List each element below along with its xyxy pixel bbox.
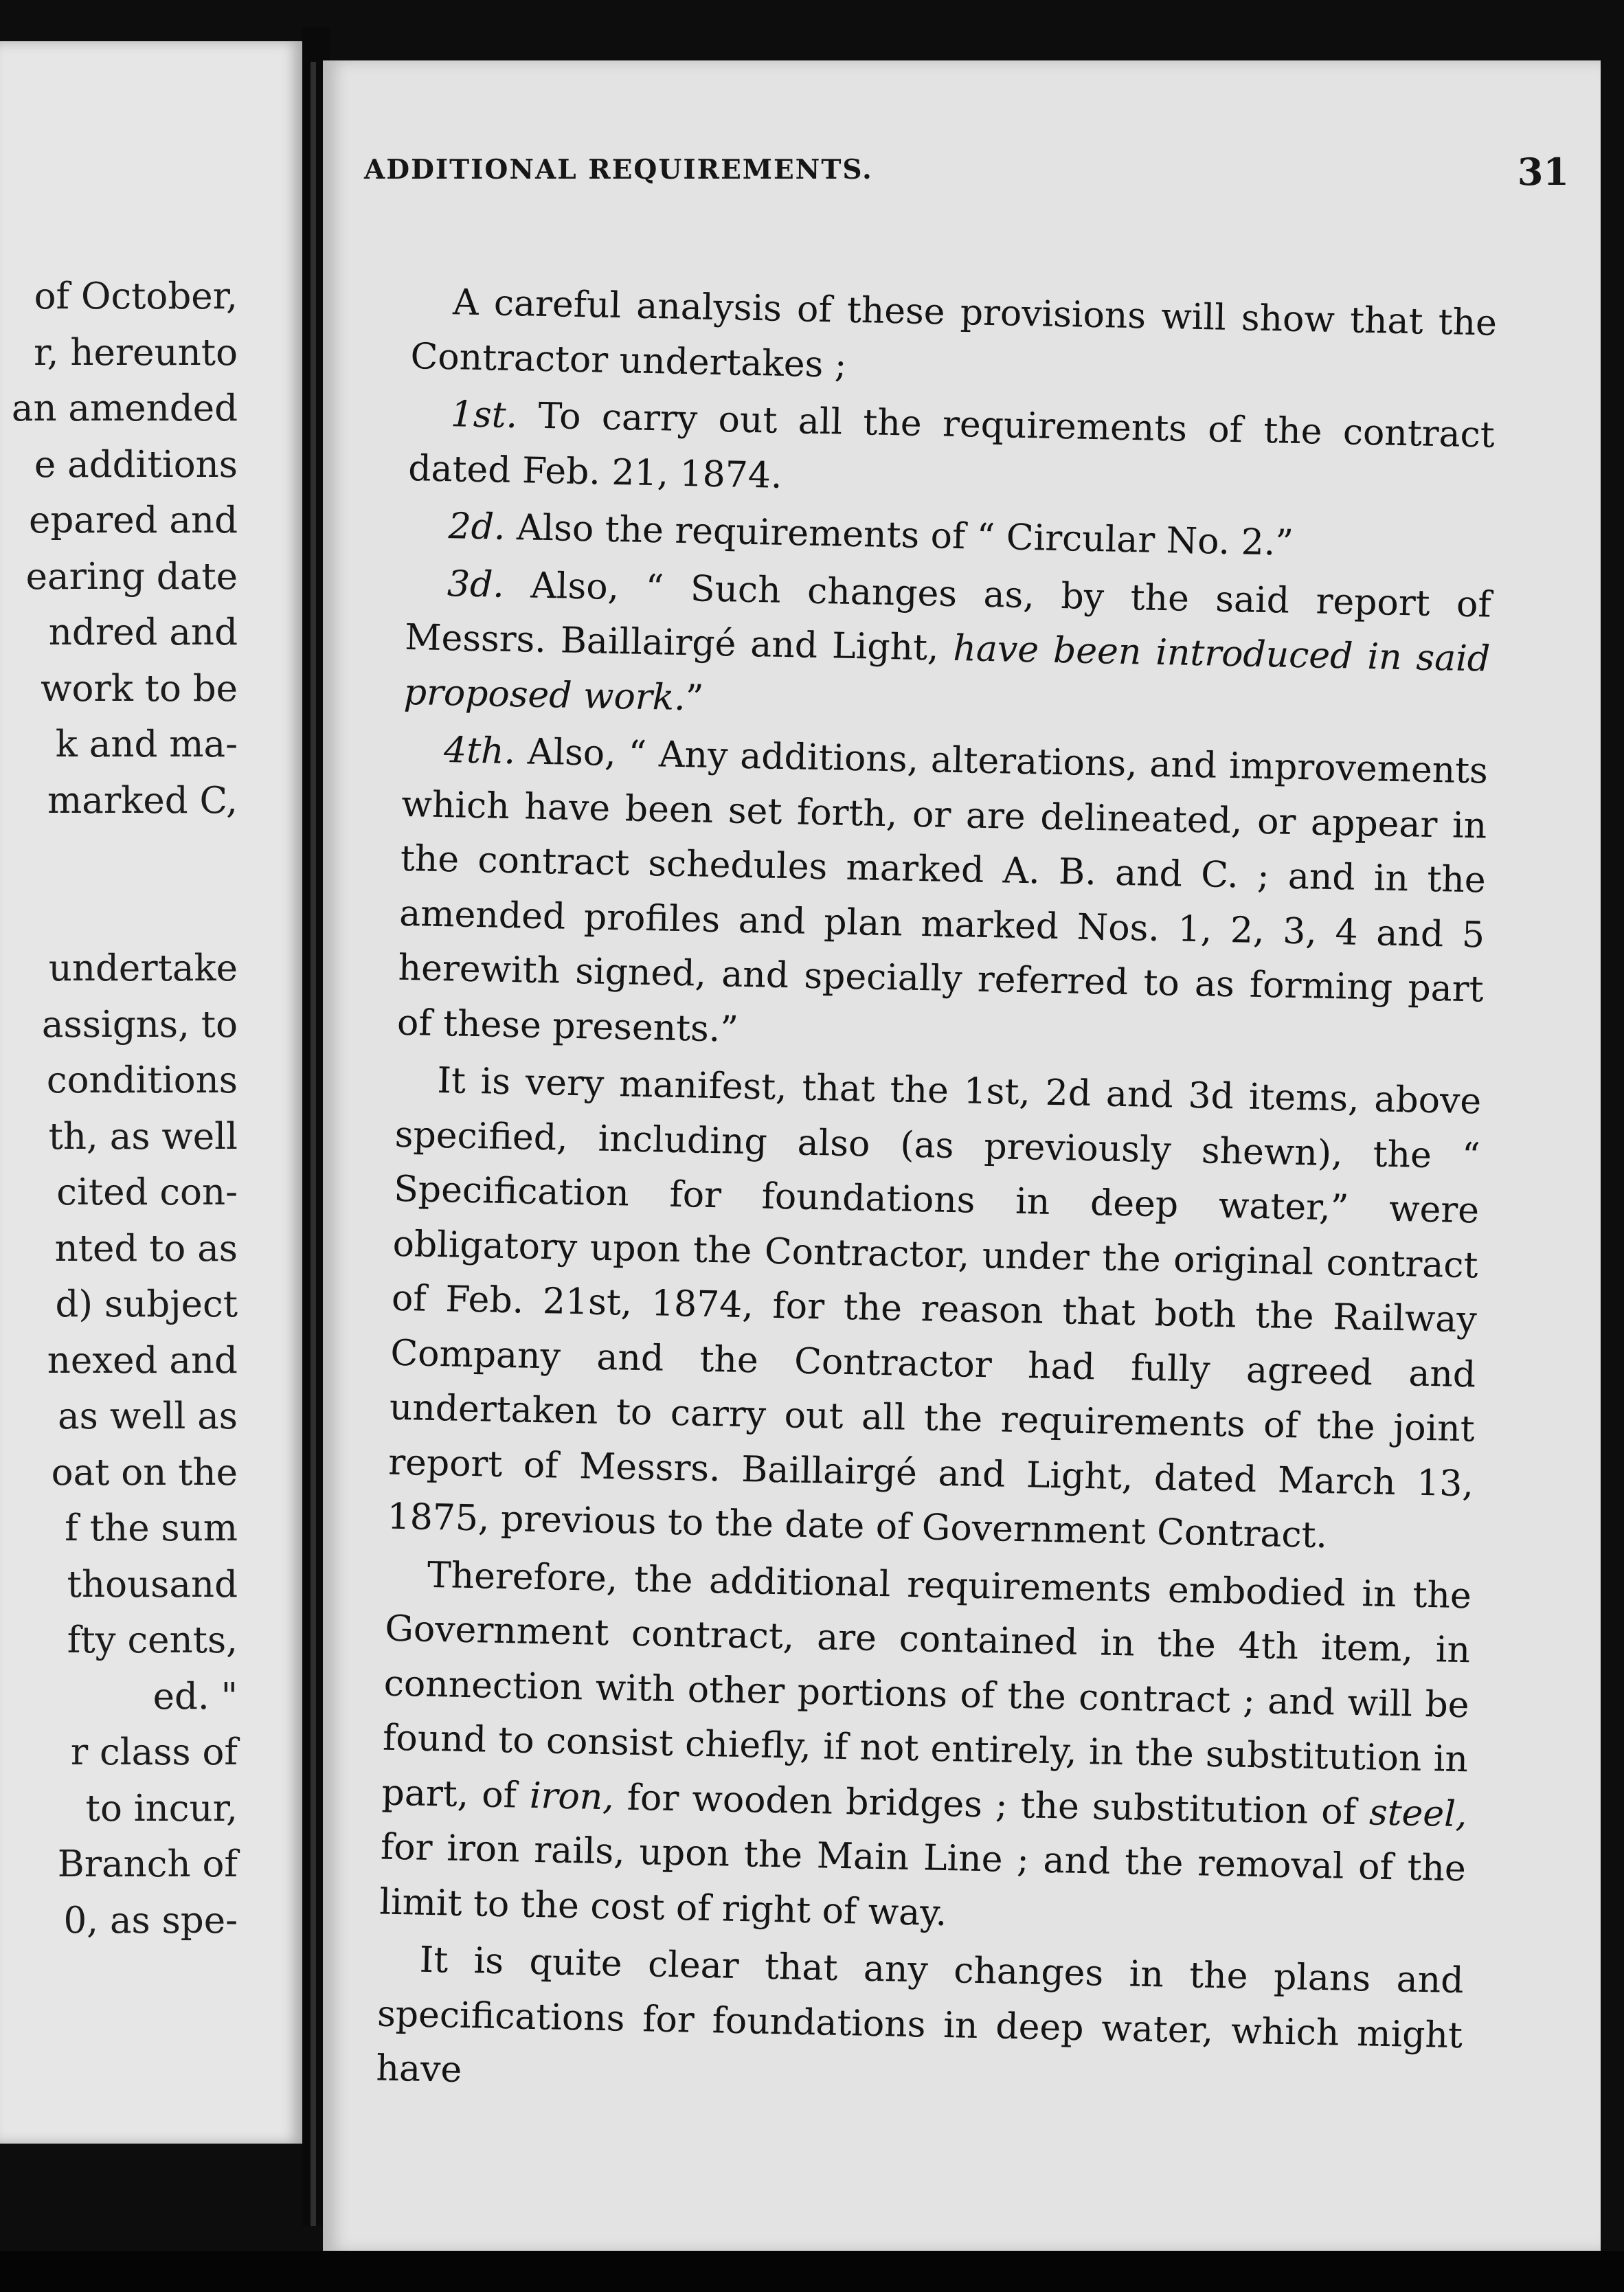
facing-page (0, 41, 302, 2144)
italic-phrase: have been introduced in said proposed work. (403, 627, 1491, 719)
facing-page-line: work to be (41, 667, 238, 710)
paragraph-text: Also the requirements of “ Circular No. 2.” (504, 506, 1294, 564)
facing-page-line: cited con- (56, 1171, 238, 1213)
facing-page-line: d) subject (55, 1283, 238, 1325)
facing-page-line: undertake (48, 947, 238, 989)
paragraph (403, 556, 1491, 741)
facing-page-line: to incur, (85, 1787, 238, 1830)
facing-page-line: an amended (11, 387, 238, 429)
facing-page-line: r, hereunto (34, 331, 238, 374)
item-label: 1st. (450, 394, 518, 437)
facing-page-line: assigns, to (41, 1003, 238, 1046)
facing-page-line: as well as (58, 1395, 238, 1437)
facing-page-line: epared and (28, 499, 238, 541)
closing-quote: ” (685, 677, 704, 719)
item-label: 2d. (448, 506, 506, 548)
facing-page-line: of October, (34, 276, 238, 317)
paragraph-text: A careful analysis of these provisions will show that the Contractor undertakes ; (410, 282, 1498, 386)
paragraph-text: Therefore, the additional requirements embodied in the Government contract, are contained in the 4th item, in connection with other portions of the contract ; and will be found to consist chiefly, if not entirely, in the substitution in part, of (381, 1554, 1472, 1817)
paragraph (376, 1933, 1464, 2118)
paragraph-text: Also, “ Any additions, alterations, and improvements which have been set forth, or are delineated, or appear in the contract schedules marked A. B. and C. ; and in the amended profiles and plan marked Nos. 1, 2, 3, 4 and 5 herewith signed, and specially referred to as forming part of these presents.” (396, 731, 1489, 1050)
facing-page-line: oat on the (51, 1451, 238, 1494)
item-label: 4th. (443, 730, 516, 773)
facing-page-line: e additions (34, 443, 238, 486)
facing-page-line: nexed and (47, 1339, 238, 1382)
body-text (376, 275, 1498, 2121)
item-label: 3d. (447, 563, 505, 606)
paragraph-text: To carry out all the requirements of the contract dated Feb. 21, 1874. (407, 395, 1496, 497)
facing-page-line: f the sum (65, 1507, 238, 1549)
facing-page-line: th, as well (48, 1115, 238, 1158)
running-head: ADDITIONAL REQUIREMENTS. (364, 154, 873, 186)
paragraph (410, 275, 1498, 406)
paragraph (379, 1547, 1472, 1951)
page-header (364, 150, 1569, 198)
facing-page-line: marked C, (47, 779, 238, 822)
paragraph-text: for wooden bridges ; the substitution of (613, 1776, 1370, 1833)
facing-page-line: thousand (67, 1563, 238, 1606)
scan-border (0, 2251, 1624, 2292)
italic-word: steel, (1368, 1791, 1467, 1835)
paragraph-text: for iron rails, upon the Main Line ; and the removal of the limit to the cost of right of way. (379, 1826, 1467, 1934)
page-edge (311, 62, 316, 2226)
page-number: 31 (1517, 150, 1569, 194)
facing-page-line: 0, as spe- (63, 1899, 238, 1942)
paragraph (396, 723, 1488, 1072)
facing-page-line: r class of (70, 1731, 238, 1773)
facing-page-line: ed. " (153, 1675, 238, 1718)
facing-page-line: conditions (46, 1059, 238, 1101)
facing-page-line: ndred and (48, 611, 238, 653)
facing-page-line: Branch of (57, 1843, 238, 1885)
paragraph-text: It is very manifest, that the 1st, 2d and 3d items, above specified, including also (as previously shewn), the “ Specification for foundations in deep water,” were obligatory upon the Contractor, under the original contract of Feb. 21st, 1874, for the reason that both the Railway Company and the Contractor had fully agreed and undertaken to carry out all the requirements of the joint report of Messrs. Baillairgé and Light, dated March 13, 1875, previous to the date of Government Contract. (387, 1059, 1482, 1557)
paragraph-text: It is quite clear that any changes in the plans and specifications for foundations in deep water, which might have (375, 1939, 1465, 2091)
italic-word: iron, (529, 1775, 615, 1818)
facing-page-line: earing date (25, 555, 238, 598)
facing-page-line: fty cents, (67, 1619, 238, 1661)
facing-page-line: nted to as (54, 1227, 238, 1270)
paragraph (387, 1053, 1482, 1566)
paragraph (408, 387, 1496, 518)
paragraph-text: Also, “ Such changes as, by the said report of Messrs. Baillairgé and Light, (404, 564, 1492, 669)
facing-page-line: k and ma- (55, 723, 238, 765)
